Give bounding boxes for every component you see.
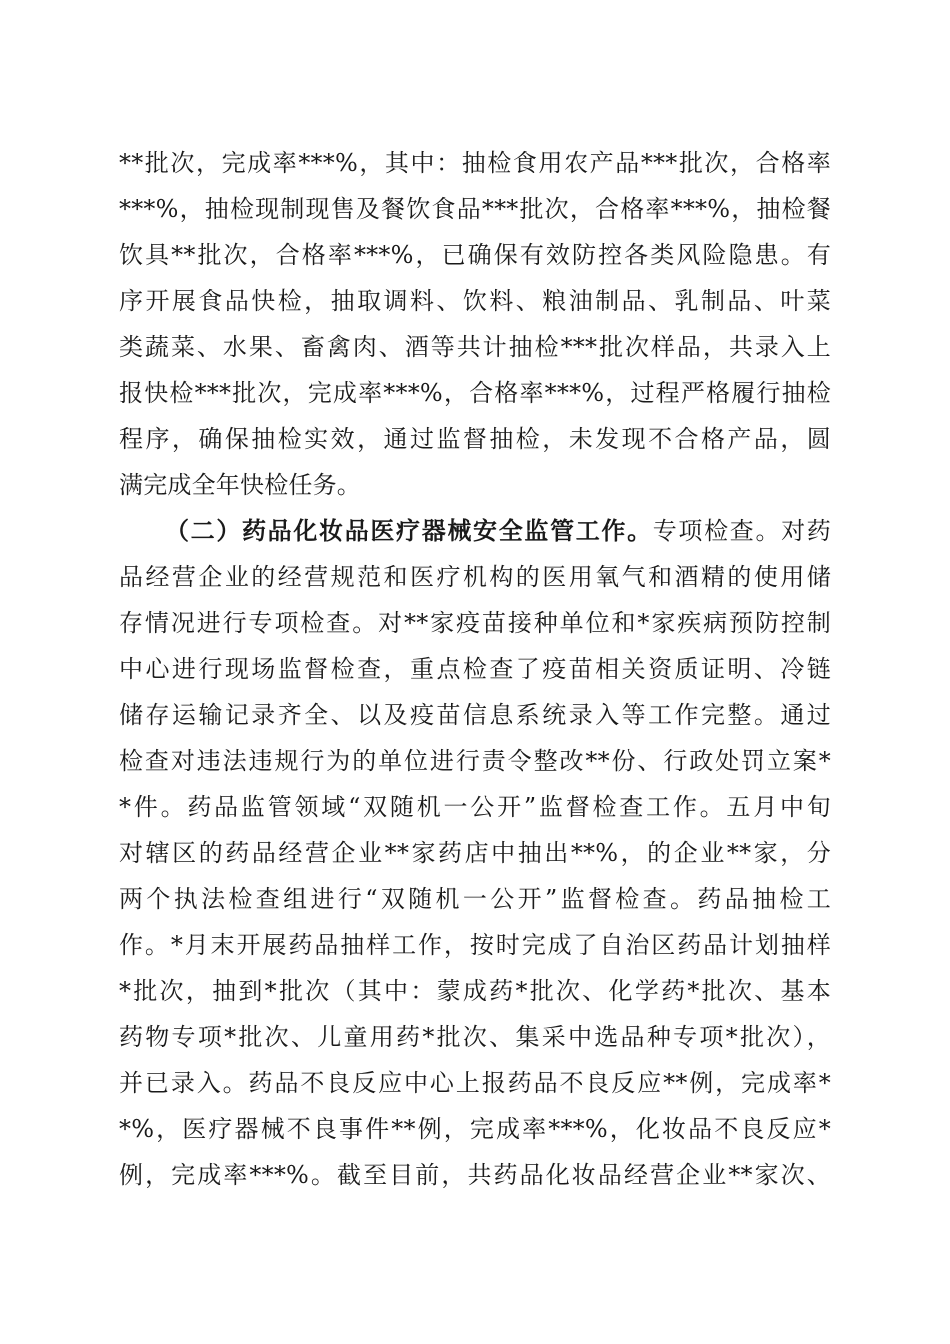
paragraph-1-line-7: 程序，确保抽检实效，通过监督抽检，未发现不合格产品，圆 [119,425,831,453]
section-heading: （二）药品化妆品医疗器械安全监管工作。 [165,516,653,545]
paragraph-2-line-5: 储存运输记录齐全、以及疫苗信息系统录入等工作完整。通过 [119,701,831,729]
paragraph-2-line-9: 两个执法检查组进行“双随机一公开”监督检查。药品抽检工 [119,885,831,913]
paragraph-2-line-13: 并已录入。药品不良反应中心上报药品不良反应**例，完成率* [119,1069,831,1097]
paragraph-2-line-11: *批次，抽到*批次（其中：蒙成药*批次、化学药*批次、基本 [119,977,831,1005]
paragraph-2-first-line-text: 专项检查。对药 [652,517,831,545]
paragraph-2-line-14: *%，医疗器械不良事件**例，完成率***%，化妆品不良反应* [119,1115,831,1143]
paragraph-2-line-6: 检查对违法违规行为的单位进行责令整改**份、行政处罚立案* [119,747,831,775]
paragraph-2-line-10: 作。*月末开展药品抽样工作，按时完成了自治区药品计划抽样 [119,931,831,959]
paragraph-2-line-8: 对辖区的药品经营企业**家药店中抽出**%，的企业**家，分 [119,839,831,867]
paragraph-2-line-3: 存情况进行专项检查。对**家疫苗接种单位和*家疾病预防控制 [119,609,831,637]
paragraph-1-line-5: 类蔬菜、水果、畜禽肉、酒等共计抽检***批次样品，共录入上 [119,333,831,361]
paragraph-1-line-2: ***%，抽检现制现售及餐饮食品***批次，合格率***%，抽检餐 [119,195,831,223]
paragraph-1-line-6: 报快检***批次，完成率***%，合格率***%，过程严格履行抽检 [119,379,831,407]
paragraph-1-line-3: 饮具**批次，合格率***%，已确保有效防控各类风险隐患。有 [119,241,831,269]
paragraph-2-line-15: 例，完成率***%。截至目前，共药品化妆品经营企业**家次、 [119,1161,831,1189]
paragraph-2-line-7: *件。药品监管领域“双随机一公开”监督检查工作。五月中旬 [119,793,831,821]
paragraph-2-line-12: 药物专项*批次、儿童用药*批次、集采中选品种专项*批次）， [119,1023,831,1051]
paragraph-2-line-2: 品经营企业的经营规范和医疗机构的医用氧气和酒精的使用储 [119,563,831,591]
paragraph-1-line-8: 满完成全年快检任务。 [119,471,361,499]
paragraph-2-line-1 [165,513,831,549]
paragraph-2-line-4: 中心进行现场监督检查，重点检查了疫苗相关资质证明、冷链 [119,655,831,683]
paragraph-1-line-4: 序开展食品快检，抽取调料、饮料、粮油制品、乳制品、叶菜 [119,287,831,315]
paragraph-1-line-1: **批次，完成率***%，其中：抽检食用农产品***批次，合格率 [119,149,831,177]
